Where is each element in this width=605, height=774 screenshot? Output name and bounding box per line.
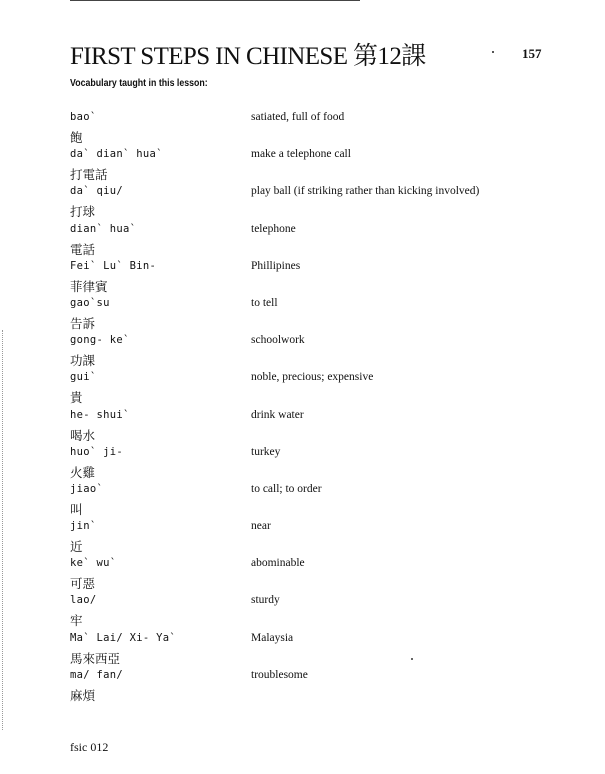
vocab-meaning: noble, precious; expensive — [251, 371, 374, 384]
vocab-hanzi: 牢 — [70, 613, 83, 629]
vocab-pinyin: jin` — [70, 520, 97, 533]
vocab-entry — [70, 483, 550, 520]
vocab-pinyin: da` qiu/ — [70, 185, 123, 198]
vocab-pinyin: gui` — [70, 371, 97, 384]
footer-code: fsic 012 — [70, 740, 109, 754]
vocab-entry — [70, 223, 550, 260]
vocab-pinyin: Ma` Lai/ Xi- Ya` — [70, 631, 176, 644]
vocab-pinyin: ma/ fan/ — [70, 668, 123, 681]
vocabulary-heading: Vocabulary taught in this lesson: — [70, 78, 208, 89]
vocab-pinyin: huo` ji- — [70, 445, 123, 458]
vocab-entry — [70, 260, 550, 297]
vocab-hanzi: 菲律賓 — [70, 278, 108, 294]
vocab-hanzi: 貴 — [70, 390, 83, 406]
vocab-entry — [70, 409, 550, 446]
vocab-meaning: to tell — [251, 296, 278, 309]
vocab-pinyin: he- shui` — [70, 408, 130, 421]
vocabulary-list — [70, 111, 550, 706]
vocab-pinyin: gao`su — [70, 296, 110, 309]
vocab-meaning: play ball (if striking rather than kicking involved) — [251, 185, 480, 198]
vocab-meaning: schoolwork — [251, 334, 305, 347]
top-rule — [70, 0, 360, 1]
vocab-meaning: near — [251, 520, 271, 533]
vocab-pinyin: da` dian` hua` — [70, 148, 163, 161]
page-title: FIRST STEPS IN CHINESE 第12課 — [70, 43, 426, 70]
vocab-hanzi: 叫 — [70, 501, 83, 517]
vocab-hanzi: 喝水 — [70, 427, 96, 443]
vocab-entry — [70, 632, 550, 669]
vocab-meaning: to call; to order — [251, 482, 322, 495]
vocab-meaning: make a telephone call — [251, 148, 351, 161]
vocab-entry — [70, 371, 550, 408]
vocab-entry — [70, 334, 550, 371]
vocab-entry — [70, 111, 550, 148]
vocab-pinyin: gong- ke` — [70, 334, 130, 347]
vocab-hanzi: 告訴 — [70, 315, 96, 331]
page-number: 157 — [522, 46, 542, 61]
vocab-pinyin: dian` hua` — [70, 222, 137, 235]
vocab-pinyin: ke` wu` — [70, 557, 117, 570]
vocab-meaning: satiated, full of food — [251, 111, 345, 123]
vocab-entry — [70, 446, 550, 483]
vocab-meaning: drink water — [251, 408, 304, 421]
vocab-meaning: abominable — [251, 557, 305, 570]
scan-margin-marks — [2, 330, 4, 730]
vocab-entry — [70, 297, 550, 334]
vocab-hanzi: 電話 — [70, 241, 96, 257]
vocab-entry — [70, 148, 550, 185]
vocab-entry — [70, 520, 550, 557]
vocab-hanzi: 打球 — [70, 204, 96, 220]
vocab-pinyin: bao` — [70, 111, 97, 123]
vocab-meaning: telephone — [251, 222, 296, 235]
vocab-entry — [70, 557, 550, 594]
vocab-hanzi: 可惡 — [70, 576, 96, 592]
vocab-hanzi: 飽 — [70, 130, 83, 145]
vocab-meaning: Malaysia — [251, 631, 294, 644]
vocab-entry — [70, 185, 550, 222]
vocab-hanzi: 打電話 — [70, 167, 108, 183]
vocab-hanzi: 近 — [70, 539, 83, 555]
vocab-pinyin: Fei` Lu` Bin- — [70, 259, 157, 272]
vocab-hanzi: 馬來西亞 — [70, 650, 121, 666]
speck — [492, 51, 494, 53]
vocab-hanzi: 火雞 — [70, 464, 96, 480]
vocab-hanzi: 功課 — [70, 353, 96, 369]
vocab-meaning: troublesome — [251, 668, 308, 681]
vocab-pinyin: lao/ — [70, 594, 97, 607]
vocab-hanzi: 麻煩 — [70, 687, 96, 703]
vocab-pinyin: jiao` — [70, 482, 104, 495]
speck — [411, 658, 413, 660]
vocab-entry — [70, 594, 550, 631]
vocab-meaning: sturdy — [251, 594, 280, 607]
vocab-meaning: Phillipines — [251, 259, 301, 272]
vocab-meaning: turkey — [251, 445, 281, 458]
vocab-entry — [70, 669, 550, 706]
